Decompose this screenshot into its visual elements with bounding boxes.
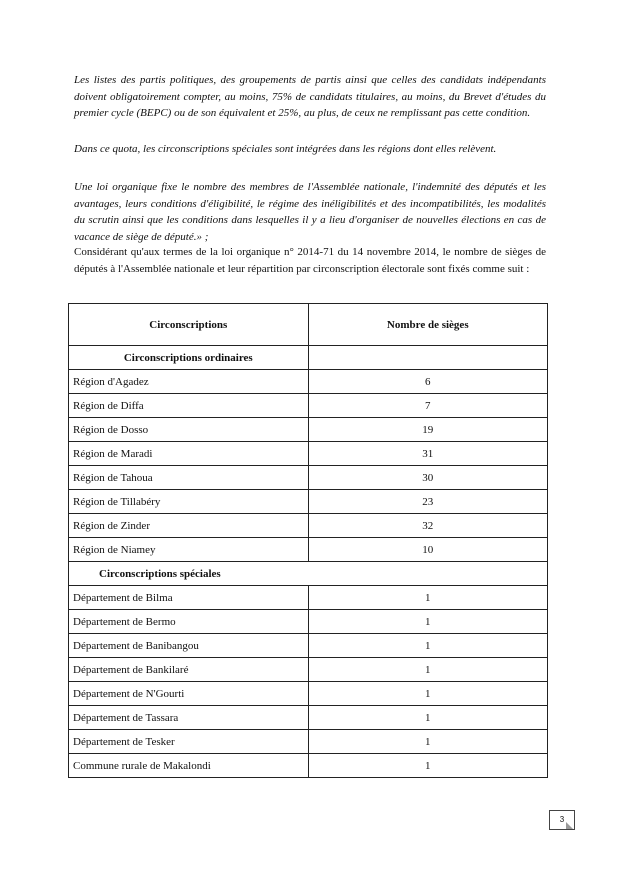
- circonscription-name: Département de Tassara: [69, 706, 309, 730]
- seat-count: 1: [308, 658, 547, 682]
- header-nombre-sieges: Nombre de sièges: [308, 304, 547, 346]
- circonscription-name: Région de Tahoua: [69, 466, 309, 490]
- seat-count: 1: [308, 730, 547, 754]
- table-body: [69, 346, 548, 778]
- header-circonscriptions: Circonscriptions: [69, 304, 309, 346]
- circonscription-name: Région de Maradi: [69, 442, 309, 466]
- section-empty-cell: [308, 346, 547, 370]
- seat-count: 6: [308, 370, 547, 394]
- section-label-special: Circonscriptions spéciales: [69, 562, 548, 586]
- paragraph-candidate-lists: Les listes des partis politiques, des groupements de partis ainsi que celles des candidats indépendants doivent obligatoirement compter, au moins, 75% de candidats titulaires, au moins, du Brevet d'études du premier cycle (BEPC) ou de son équivalent et 25%, au plus, de ceux ne remplissant pas cette condition.: [74, 74, 546, 119]
- seat-count: 23: [308, 490, 547, 514]
- circonscription-name: Commune rurale de Makalondi: [69, 754, 309, 778]
- table-row: [69, 514, 548, 538]
- seat-count: 30: [308, 466, 547, 490]
- circonscription-name: Département de Bilma: [69, 586, 309, 610]
- seat-count: 1: [308, 610, 547, 634]
- table-header-row: [69, 304, 548, 346]
- seat-count: 19: [308, 418, 547, 442]
- table-row: [69, 442, 548, 466]
- table-row: [69, 418, 548, 442]
- circonscription-name: Département de N'Gourti: [69, 682, 309, 706]
- table-row: [69, 730, 548, 754]
- table-row: [69, 658, 548, 682]
- page-corner-fold: [566, 822, 573, 829]
- table-row: [69, 706, 548, 730]
- table-row: [69, 394, 548, 418]
- seat-count: 32: [308, 514, 547, 538]
- circonscription-name: Département de Tesker: [69, 730, 309, 754]
- circonscription-name: Région de Niamey: [69, 538, 309, 562]
- table-row: [69, 754, 548, 778]
- table-row: [69, 466, 548, 490]
- table-row: [69, 610, 548, 634]
- seats-table: [68, 303, 548, 778]
- section-row-special: [69, 562, 548, 586]
- section-label-ordinary: Circonscriptions ordinaires: [69, 346, 309, 370]
- paragraph-quota: Dans ce quota, les circonscriptions spéciales sont intégrées dans les régions dont elles relèvent.: [74, 143, 497, 155]
- circonscription-name: Département de Bermo: [69, 610, 309, 634]
- table-row: [69, 538, 548, 562]
- circonscription-name: Département de Banibangou: [69, 634, 309, 658]
- circonscription-name: Région de Dosso: [69, 418, 309, 442]
- circonscription-name: Région d'Agadez: [69, 370, 309, 394]
- page-number: 3: [549, 810, 575, 830]
- table-row: [69, 682, 548, 706]
- paragraph-considering: Considérant qu'aux termes de la loi organique n° 2014-71 du 14 novembre 2014, le nombre de sièges de députés à l'Assemblée nationale et leur répartition par circonscription électorale sont fixés comme suit :: [74, 246, 546, 275]
- seat-count: 31: [308, 442, 547, 466]
- table-row: [69, 586, 548, 610]
- table-row: [69, 634, 548, 658]
- circonscription-name: Département de Bankilaré: [69, 658, 309, 682]
- seat-count: 1: [308, 706, 547, 730]
- circonscription-name: Région de Tillabéry: [69, 490, 309, 514]
- section-row-ordinary: [69, 346, 548, 370]
- seat-count: 1: [308, 682, 547, 706]
- table-row: [69, 370, 548, 394]
- table-row: [69, 490, 548, 514]
- circonscription-name: Région de Zinder: [69, 514, 309, 538]
- paragraph-organic-law: Une loi organique fixe le nombre des membres de l'Assemblée nationale, l'indemnité des députés et les avantages, leurs conditions d'éligibilité, le régime des inéligibilités et des incompatibilités, les modalités du scrutin ainsi que les conditions dans lesquelles il y a lieu d'organiser de nouvelles élections en cas de vacance de siège de député.» ;: [74, 181, 546, 243]
- seat-count: 7: [308, 394, 547, 418]
- seat-count: 1: [308, 754, 547, 778]
- seat-count: 1: [308, 586, 547, 610]
- seat-count: 1: [308, 634, 547, 658]
- circonscription-name: Région de Diffa: [69, 394, 309, 418]
- seat-count: 10: [308, 538, 547, 562]
